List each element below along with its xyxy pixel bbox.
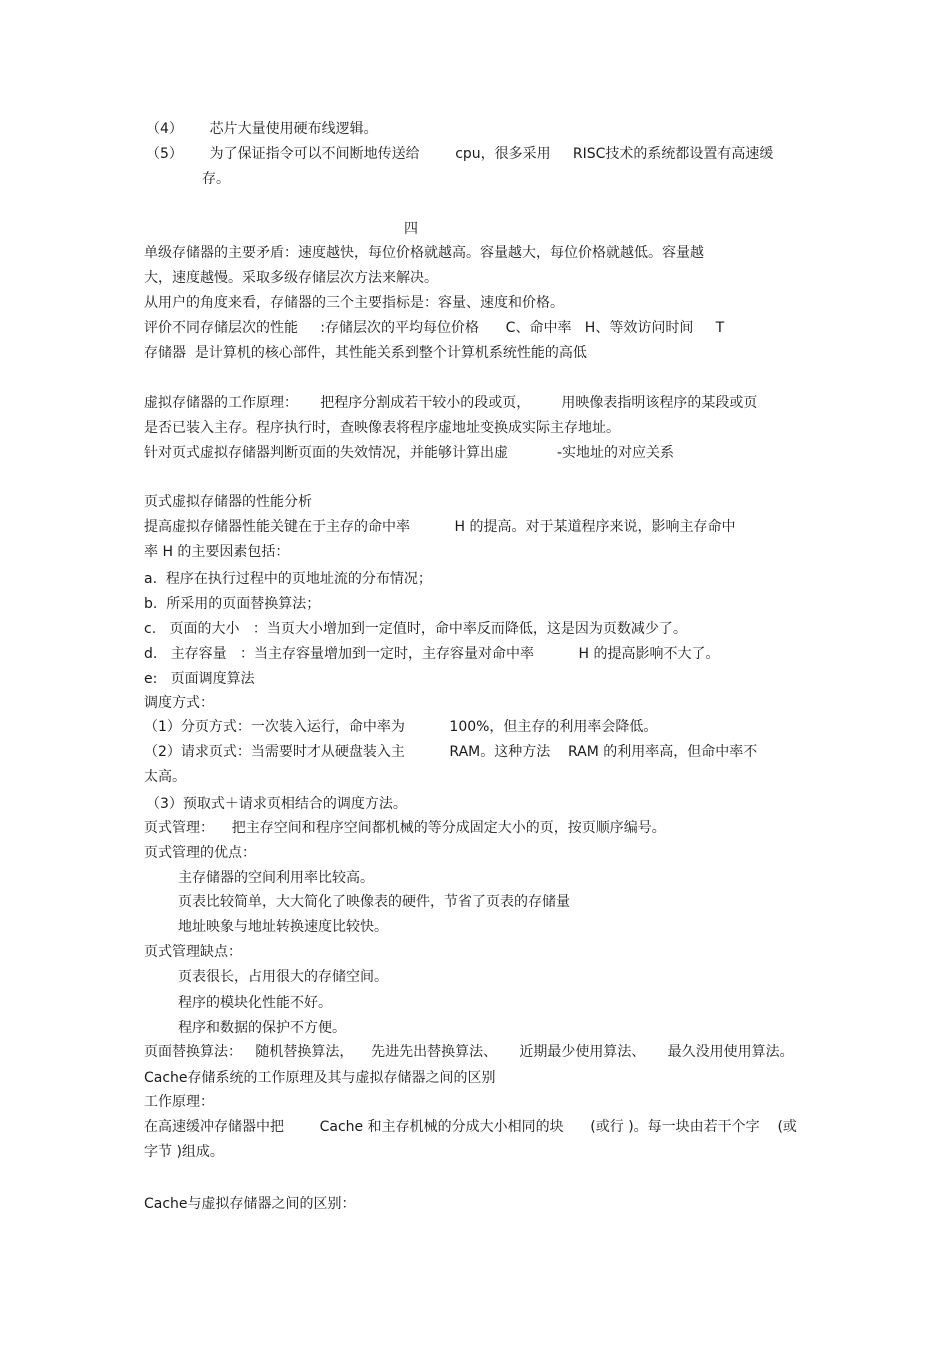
text-line: 页表很长，占用很大的存储空间。 [178, 969, 388, 985]
section-heading: Cache与虚拟存储器之间的区别： [144, 1196, 356, 1212]
section-heading: 页式虚拟存储器的性能分析 [144, 494, 312, 510]
text-line: 页式管理缺点： [144, 944, 242, 960]
text-line: 太高。 [144, 769, 186, 785]
list-item: c. 页面的大小 ：当页大小增加到一定值时，命中率反而降低，这是因为页数减少了。 [144, 621, 687, 637]
text-line: 率 H 的主要因素包括： [144, 544, 290, 560]
text-line: 主存储器的空间利用率比较高。 [178, 870, 374, 886]
list-item: e: 页面调度算法 [144, 671, 255, 687]
text-line: 程序和数据的保护不方便。 [178, 1020, 346, 1036]
list-item: a. 程序在执行过程中的页地址流的分布情况； [144, 571, 432, 587]
text-line: 页面替换算法： 随机替换算法， 先进先出替换算法、 近期最少使用算法、 最久没用使用算法。 [144, 1044, 794, 1060]
text-line: 工作原理： [144, 1094, 214, 1110]
section-heading: Cache存储系统的工作原理及其与虚拟存储器之间的区别 [144, 1070, 496, 1086]
list-item: d. 主存容量 ：当主存容量增加到一定时，主存容量对命中率 H 的提高影响不大了。 [144, 646, 720, 662]
list-item: （2）请求页式：当需要时才从硬盘装入主 RAM。这种方法 RAM 的利用率高，但命中率不 [144, 744, 758, 760]
text-line: 大，速度越慢。采取多级存储层次方法来解决。 [144, 270, 438, 286]
text-line: 是否已装入主存。程序执行时，查映像表将程序虚地址变换成实际主存地址。 [144, 420, 620, 436]
list-item: b. 所采用的页面替换算法； [144, 596, 321, 612]
text-line: 页式管理的优点： [144, 845, 256, 861]
text-line: 虚拟存储器的工作原理： 把程序分割成若干较小的段或页， 用映像表指明该程序的某段或页 [144, 395, 758, 411]
text-line: 提高虚拟存储器性能关键在于主存的命中率 H 的提高。对于某道程序来说，影响主存命中 [144, 519, 736, 535]
list-item: （1）分页方式：一次装入运行，命中率为 100%，但主存的利用率会降低。 [144, 719, 658, 735]
text-line: 调度方式： [144, 695, 214, 711]
text-line: 针对页式虚拟存储器判断页面的失效情况，并能够计算出虚 -实地址的对应关系 [144, 445, 675, 461]
text-line: 评价不同存储层次的性能 :存储层次的平均每位价格 C、命中率 H、等效访问时间 T [144, 320, 725, 336]
section-number: 四 [404, 221, 418, 237]
text-line: 从用户的角度来看，存储器的三个主要指标是：容量、速度和价格。 [144, 295, 564, 311]
text-line: 存。 [202, 171, 230, 187]
text-line: 页表比较简单，大大简化了映像表的硬件，节省了页表的存储量 [178, 894, 570, 910]
text-line: 程序的模块化性能不好。 [178, 995, 332, 1011]
text-line: 单级存储器的主要矛盾：速度越快，每位价格就越高。容量越大，每位价格就越低。容量越 [144, 245, 704, 261]
list-item: （3）预取式＋请求页相结合的调度方法。 [146, 796, 407, 812]
text-line: （5） 为了保证指令可以不间断地传送给 cpu，很多采用 RISC技术的系统都设置有高速缓 [146, 146, 774, 162]
text-line: 地址映象与地址转换速度比较快。 [178, 919, 388, 935]
text-line: 字节 )组成。 [144, 1144, 224, 1160]
text-line: （4） 芯片大量使用硬布线逻辑。 [146, 121, 378, 137]
text-line: 页式管理： 把主存空间和程序空间都机械的等分成固定大小的页，按页顺序编号。 [144, 820, 666, 836]
text-line: 在高速缓冲存储器中把 Cache 和主存机械的分成大小相同的块 (或行 )。每一块由若干个字 (或 [144, 1119, 797, 1135]
text-line: 存储器 是计算机的核心部件，其性能关系到整个计算机系统性能的高低 [144, 345, 587, 361]
